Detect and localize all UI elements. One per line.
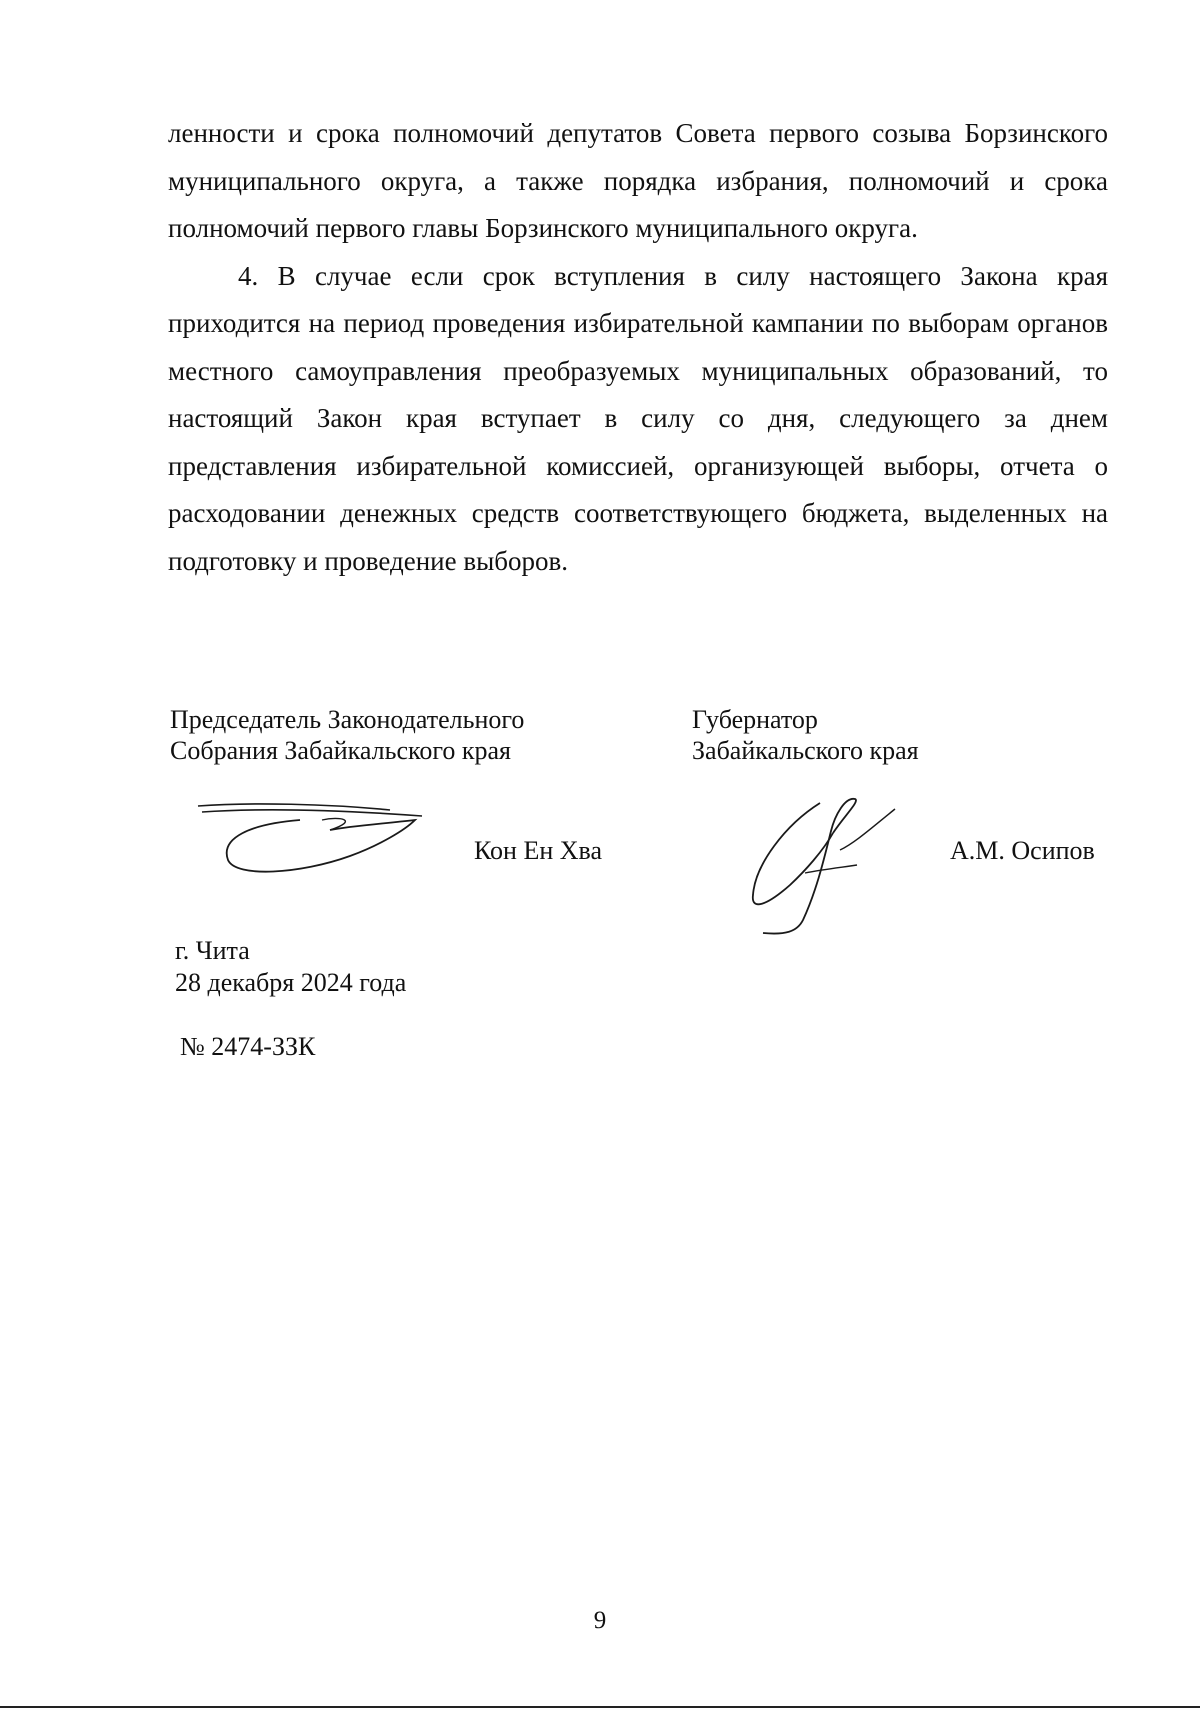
place-and-date bbox=[175, 935, 406, 999]
left-signatory-title-line2: Собрания Забайкальского края bbox=[170, 736, 511, 765]
right-signature bbox=[745, 795, 905, 940]
paragraph-4: 4. В случае если срок вступления в силу настоящего Закона края приходится на период проведения избирательной кампании по выборам органов местного самоуправления преобразуемых муниципальных образований, то настоящий Закон края вступает в силу со дня, следующего за днем представления избирательной комиссией, организующей выборы, отчета о расходовании денежных средств соответствующего бюджета, выделенных на подготовку и проведение выборов. bbox=[168, 260, 1108, 576]
document-number: № 2474-ЗЗК bbox=[180, 1032, 316, 1061]
page-number: 9 bbox=[593, 1607, 607, 1634]
left-signature bbox=[190, 790, 435, 890]
right-signatory-title-line2: Забайкальского края bbox=[692, 736, 919, 765]
place: г. Чита bbox=[175, 936, 250, 965]
document-body bbox=[168, 110, 1108, 585]
left-signatory-name: Кон Ен Хва bbox=[474, 836, 603, 865]
paragraph-continuation: ленности и срока полномочий депутатов Совета первого созыва Борзинского муниципального округа, а также порядка избрания, полномочий и срока полномочий первого главы Борзинского муниципального округа. bbox=[168, 118, 1108, 243]
left-signatory-title bbox=[170, 704, 524, 766]
right-signatory-title-line1: Губернатор bbox=[692, 705, 818, 734]
left-signatory-title-line1: Председатель Законодательного bbox=[170, 705, 525, 734]
right-signatory-title bbox=[692, 704, 919, 766]
date: 28 декабря 2024 года bbox=[175, 968, 407, 997]
right-signatory-name: А.М. Осипов bbox=[950, 836, 1095, 865]
page-bottom-edge bbox=[0, 1706, 1200, 1708]
